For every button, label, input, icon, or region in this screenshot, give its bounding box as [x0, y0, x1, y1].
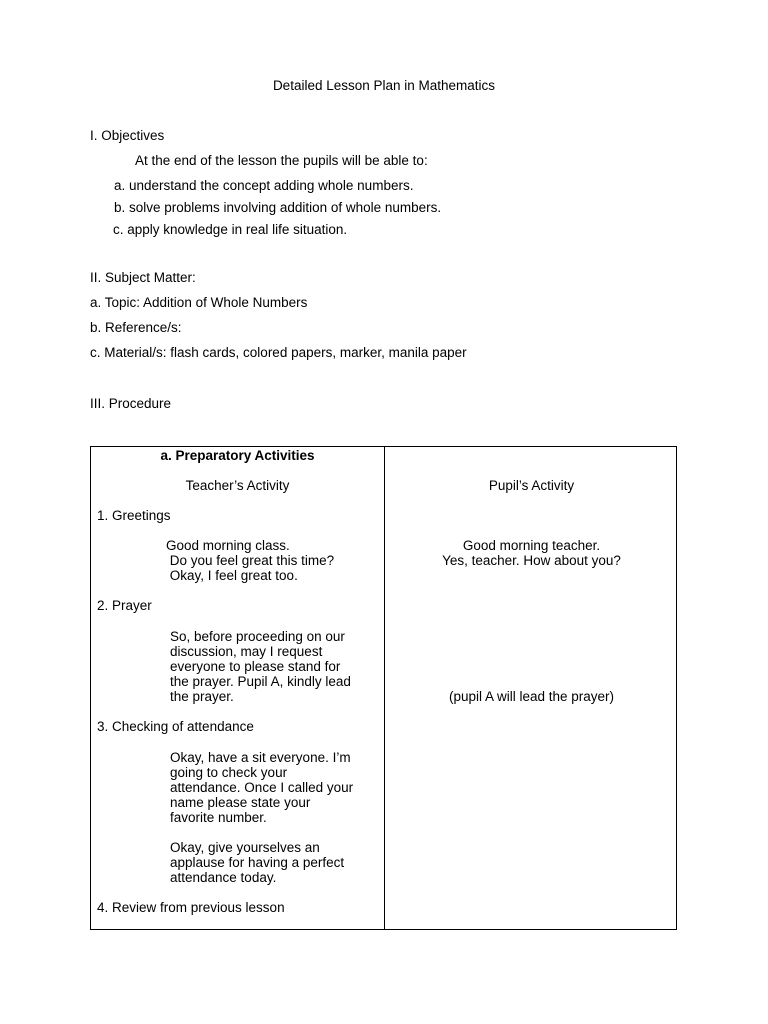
teacher-greetings-text: Good morning class. Do you feel great this time? Okay, I feel great too.	[166, 538, 335, 583]
table-section-title: a. Preparatory Activities	[160, 448, 315, 463]
procedure-heading: III. Procedure	[90, 396, 172, 411]
pupil-greetings-text: Good morning teacher. Yes, teacher. How about you?	[442, 538, 621, 568]
step-label-attendance: 3. Checking of attendance	[97, 719, 254, 734]
step-label-review: 4. Review from previous lesson	[97, 900, 285, 915]
document-title: Detailed Lesson Plan in Mathematics	[272, 78, 496, 93]
objective-item: a. understand the concept adding whole numbers.	[114, 178, 414, 193]
pupil-prayer-text: (pupil A will lead the prayer)	[448, 689, 615, 704]
materials-line: c. Material/s: flash cards, colored papers, marker, manila paper	[90, 345, 467, 360]
objectives-heading: I. Objectives	[90, 128, 165, 143]
pupil-activity-header: Pupil’s Activity	[488, 478, 575, 493]
teacher-prayer-text: So, before proceeding on our discussion, may I request everyone to please stand for the prayer. Pupil A, kindly lead the prayer.	[170, 629, 351, 704]
teacher-attendance-text: Okay, have a sit everyone. I’m going to check your attendance. Once I called your name please state your favorite number.	[170, 750, 354, 825]
topic-line: a. Topic: Addition of Whole Numbers	[90, 295, 308, 310]
objective-item: b. solve problems involving addition of whole numbers.	[114, 200, 442, 215]
objective-item: c. apply knowledge in real life situation.	[113, 222, 348, 237]
column-divider	[384, 447, 385, 929]
activities-table	[90, 446, 677, 930]
step-label-greetings: 1. Greetings	[97, 508, 171, 523]
teacher-activity-header: Teacher’s Activity	[185, 478, 290, 493]
objectives-intro: At the end of the lesson the pupils will be able to:	[135, 153, 428, 168]
teacher-applause-text: Okay, give yourselves an applause for having a perfect attendance today.	[170, 840, 345, 885]
references-line: b. Reference/s:	[90, 320, 182, 335]
subject-matter-heading: II. Subject Matter:	[90, 270, 196, 285]
step-label-prayer: 2. Prayer	[97, 598, 152, 613]
